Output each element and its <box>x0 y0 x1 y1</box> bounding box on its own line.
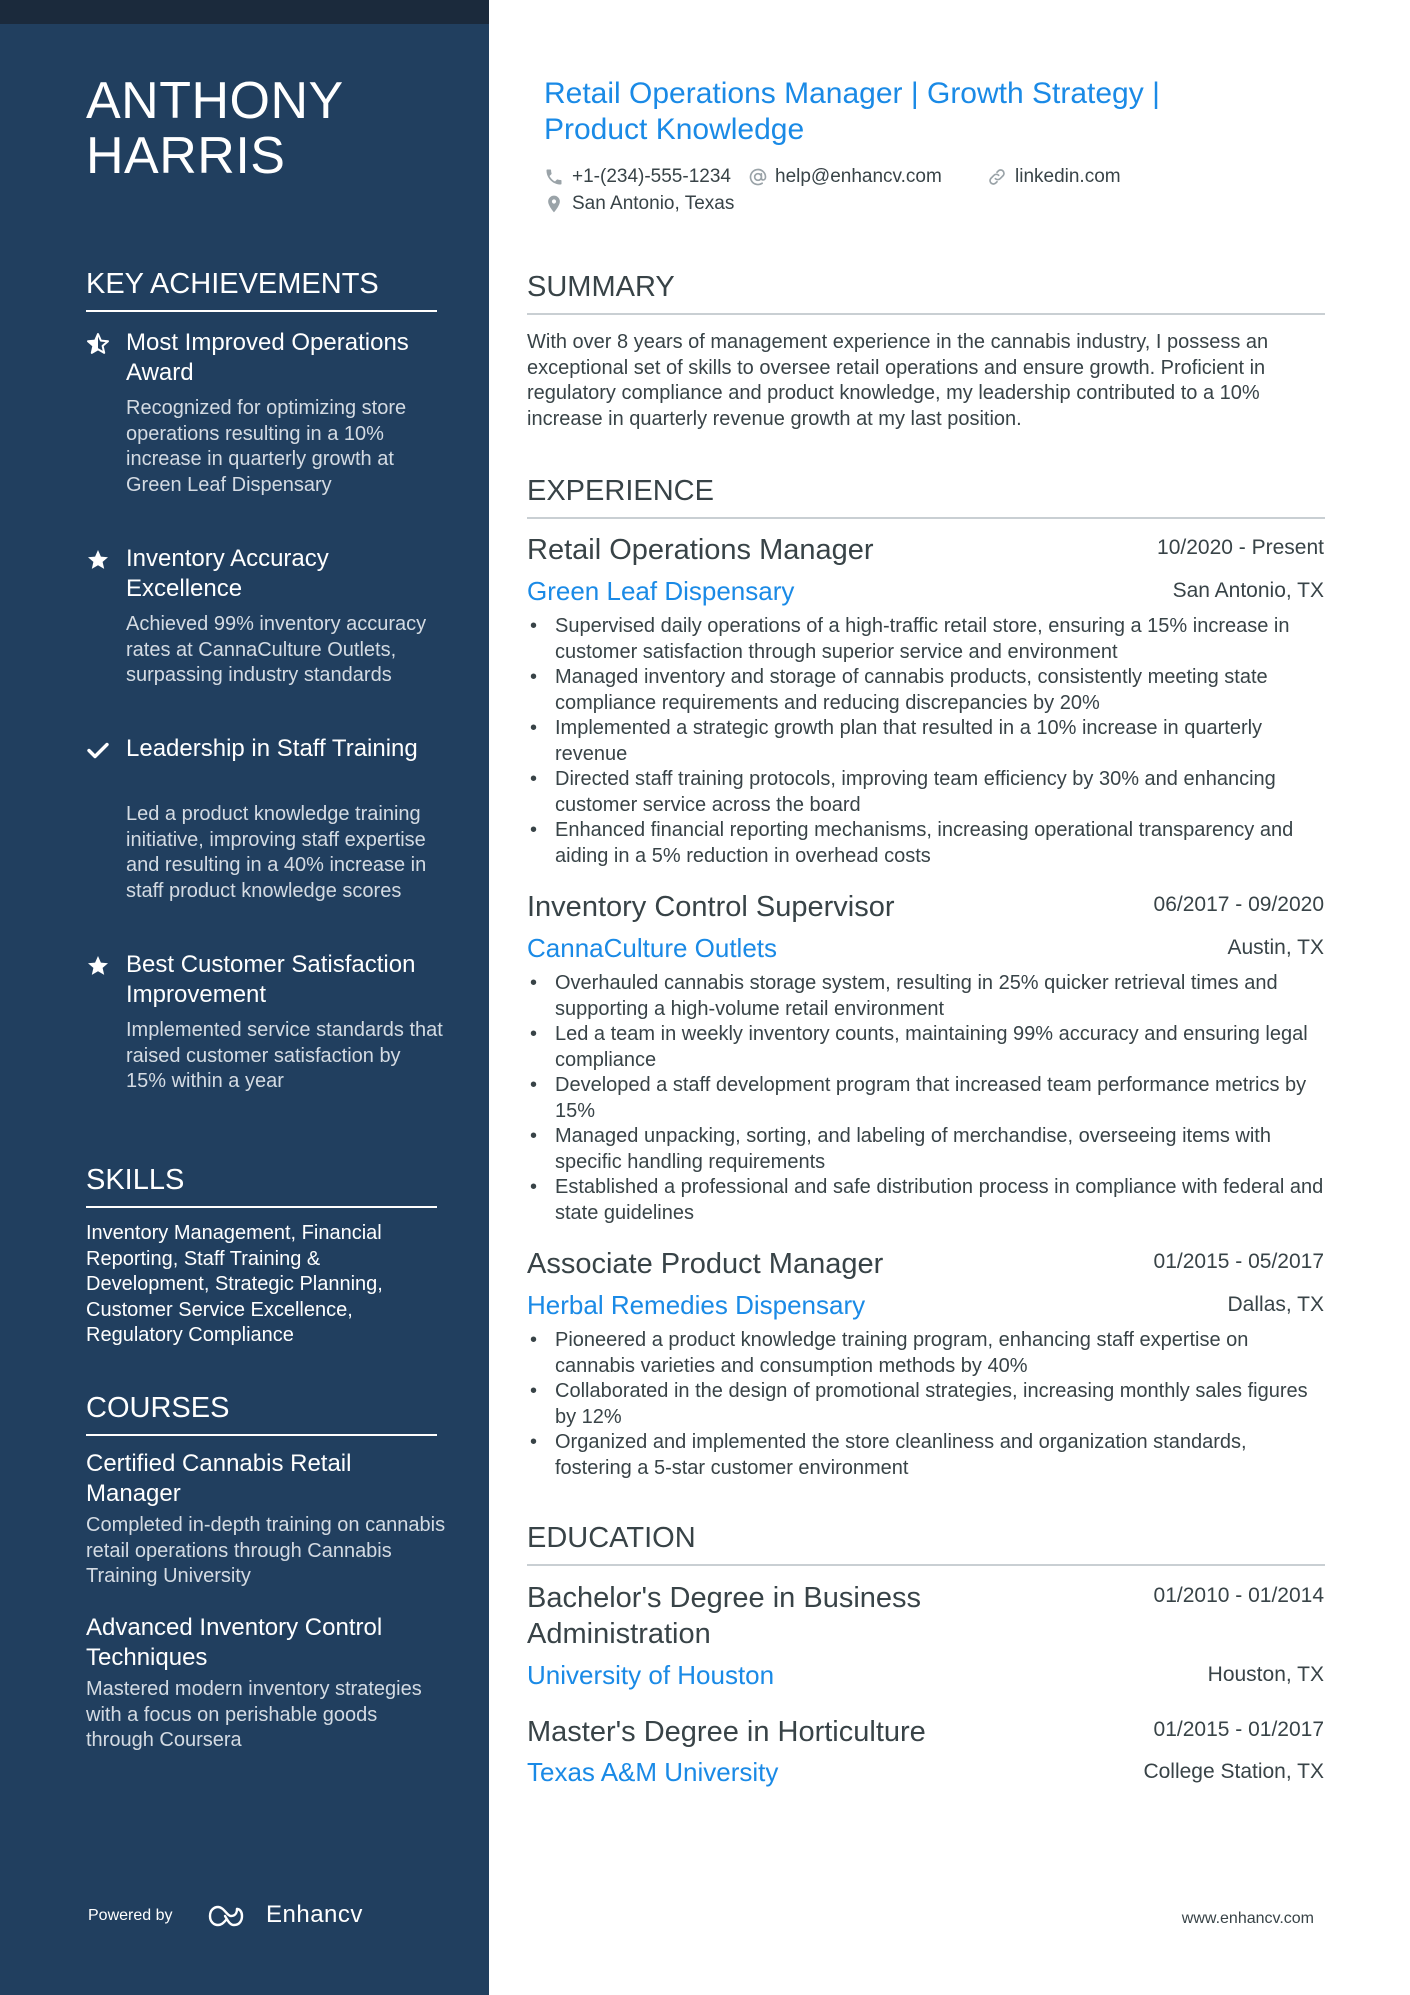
education-degree: Bachelor's Degree in Business Administration <box>527 1582 922 1650</box>
sidebar-top-bar <box>0 0 489 24</box>
course-item <box>86 1613 446 1754</box>
job-company[interactable]: CannaCulture Outlets <box>527 933 778 963</box>
job-bullets <box>527 614 1327 869</box>
list-item: • Pioneered a product knowledge training program, enhancing staff expertise on cannabis varieties and consumption methods by 40% <box>527 1328 1327 1379</box>
at-sign-icon <box>748 167 768 187</box>
job-date: 10/2020 - Present <box>1157 536 1324 559</box>
education-title: EDUCATION <box>527 1520 1325 1566</box>
footer-url[interactable]: www.enhancv.com <box>1181 1910 1314 1927</box>
list-item: • Overhauled cannabis storage system, resulting in 25% quicker retrieval times and supporting a high-volume retail environment <box>527 971 1327 1022</box>
achievement-desc: Led a product knowledge training initiative, improving staff expertise and resulting in a 40% increase in staff product knowledge scores <box>126 803 427 902</box>
summary-title: SUMMARY <box>527 269 1325 315</box>
link-text: linkedin.com <box>1015 166 1121 187</box>
job-company[interactable]: Green Leaf Dispensary <box>527 576 795 606</box>
headline: Retail Operations Manager | Growth Strategy | Product Knowledge <box>544 77 1160 146</box>
achievement-desc: Recognized for optimizing store operations resulting in a 10% increase in quarterly growth at Green Leaf Dispensary <box>126 397 407 496</box>
achievement-desc: Achieved 99% inventory accuracy rates at CannaCulture Outlets, surpassing industry standards <box>126 613 427 686</box>
education-school[interactable]: Texas A&M University <box>527 1757 779 1787</box>
education-date: 01/2015 - 01/2017 <box>1153 1718 1324 1741</box>
list-item: • Collaborated in the design of promotional strategies, increasing monthly sales figures by 12% <box>527 1379 1327 1430</box>
course-desc: Mastered modern inventory strategies with a focus on perishable goods through Coursera <box>86 1678 422 1751</box>
enhancv-brand-text: Enhancv <box>266 1901 363 1928</box>
candidate-name <box>86 74 466 184</box>
education-degree: Master's Degree in Horticulture <box>527 1716 926 1748</box>
list-item: • Implemented a strategic growth plan that resulted in a 10% increase in quarterly revenue <box>527 716 1327 767</box>
star-icon <box>86 548 110 572</box>
email-text: help@enhancv.com <box>775 166 942 187</box>
location-text: San Antonio, Texas <box>572 193 735 214</box>
location-pin-icon <box>544 194 564 214</box>
star-icon <box>86 954 110 978</box>
job-bullets <box>527 1328 1327 1481</box>
first-name: ANTHONY <box>86 72 344 130</box>
phone-text: +1-(234)-555-1234 <box>572 166 731 187</box>
education-school[interactable]: University of Houston <box>527 1660 775 1690</box>
achievement-title: Most Improved Operations Award <box>126 329 409 386</box>
key-achievements-title: KEY ACHIEVEMENTS <box>86 266 437 312</box>
list-item: • Managed unpacking, sorting, and labeling of merchandise, overseeing items with specific handling requirements <box>527 1124 1327 1175</box>
check-icon <box>86 738 110 762</box>
phone-icon <box>544 167 564 187</box>
link-icon <box>987 167 1007 187</box>
job-company[interactable]: Herbal Remedies Dispensary <box>527 1290 866 1320</box>
job-role: Inventory Control Supervisor <box>527 891 895 923</box>
job-location: San Antonio, TX <box>1172 579 1324 602</box>
course-title: Advanced Inventory Control Techniques <box>86 1614 383 1671</box>
course-desc: Completed in-depth training on cannabis retail operations through Cannabis Training University <box>86 1514 446 1587</box>
course-title: Certified Cannabis Retail Manager <box>86 1450 352 1507</box>
education-location: Houston, TX <box>1207 1663 1324 1686</box>
job-location: Dallas, TX <box>1227 1293 1324 1316</box>
education-date: 01/2010 - 01/2014 <box>1153 1584 1324 1607</box>
list-item: • Established a professional and safe distribution process in compliance with federal and state guidelines <box>527 1175 1327 1226</box>
courses-title: COURSES <box>86 1390 437 1436</box>
list-item: • Managed inventory and storage of cannabis products, consistently meeting state compliance requirements and reducing discrepancies by 20% <box>527 665 1327 716</box>
achievement-title: Leadership in Staff Training <box>126 735 418 762</box>
job-role: Associate Product Manager <box>527 1248 884 1280</box>
job-role: Retail Operations Manager <box>527 534 874 566</box>
star-half-icon <box>86 332 110 356</box>
course-item <box>86 1449 446 1590</box>
last-name: HARRIS <box>86 127 286 185</box>
achievement-desc: Implemented service standards that raised customer satisfaction by 15% within a year <box>126 1019 443 1092</box>
sidebar <box>0 0 489 1995</box>
job-date: 01/2015 - 05/2017 <box>1153 1250 1324 1273</box>
list-item: • Supervised daily operations of a high-traffic retail store, ensuring a 15% increase in customer satisfaction through superior service and environment <box>527 614 1327 665</box>
job-bullets <box>527 971 1327 1226</box>
job-date: 06/2017 - 09/2020 <box>1153 893 1324 916</box>
achievement-title: Inventory Accuracy Excellence <box>126 545 329 602</box>
list-item: • Developed a staff development program that increased team performance metrics by 15% <box>527 1073 1327 1124</box>
job-location: Austin, TX <box>1227 936 1324 959</box>
powered-by-label: Powered by <box>88 1907 173 1924</box>
experience-title: EXPERIENCE <box>527 473 1325 519</box>
list-item: • Enhanced financial reporting mechanisms, increasing operational transparency and aiding in a 5% reduction in overhead costs <box>527 818 1327 869</box>
list-item: • Led a team in weekly inventory counts, maintaining 99% accuracy and ensuring legal compliance <box>527 1022 1327 1073</box>
list-item: • Directed staff training protocols, improving team efficiency by 30% and enhancing customer service across the board <box>527 767 1327 818</box>
skills-title: SKILLS <box>86 1162 437 1208</box>
achievement-title: Best Customer Satisfaction Improvement <box>126 951 416 1008</box>
list-item: • Organized and implemented the store cleanliness and organization standards, fostering a 5-star customer environment <box>527 1430 1327 1481</box>
education-location: College Station, TX <box>1143 1760 1324 1783</box>
summary-text: With over 8 years of management experience in the cannabis industry, I possess an exceptional set of skills to oversee retail operations and ensure growth. Proficient in regulatory compliance and product knowledge, my leadership contributed to a 10% increase in quarterly revenue growth at my last position. <box>527 331 1269 430</box>
skills-list: Inventory Management, Financial Reporting, Staff Training & Development, Strategic Planning, Customer Service Excellence, Regulatory Compliance <box>86 1222 383 1346</box>
